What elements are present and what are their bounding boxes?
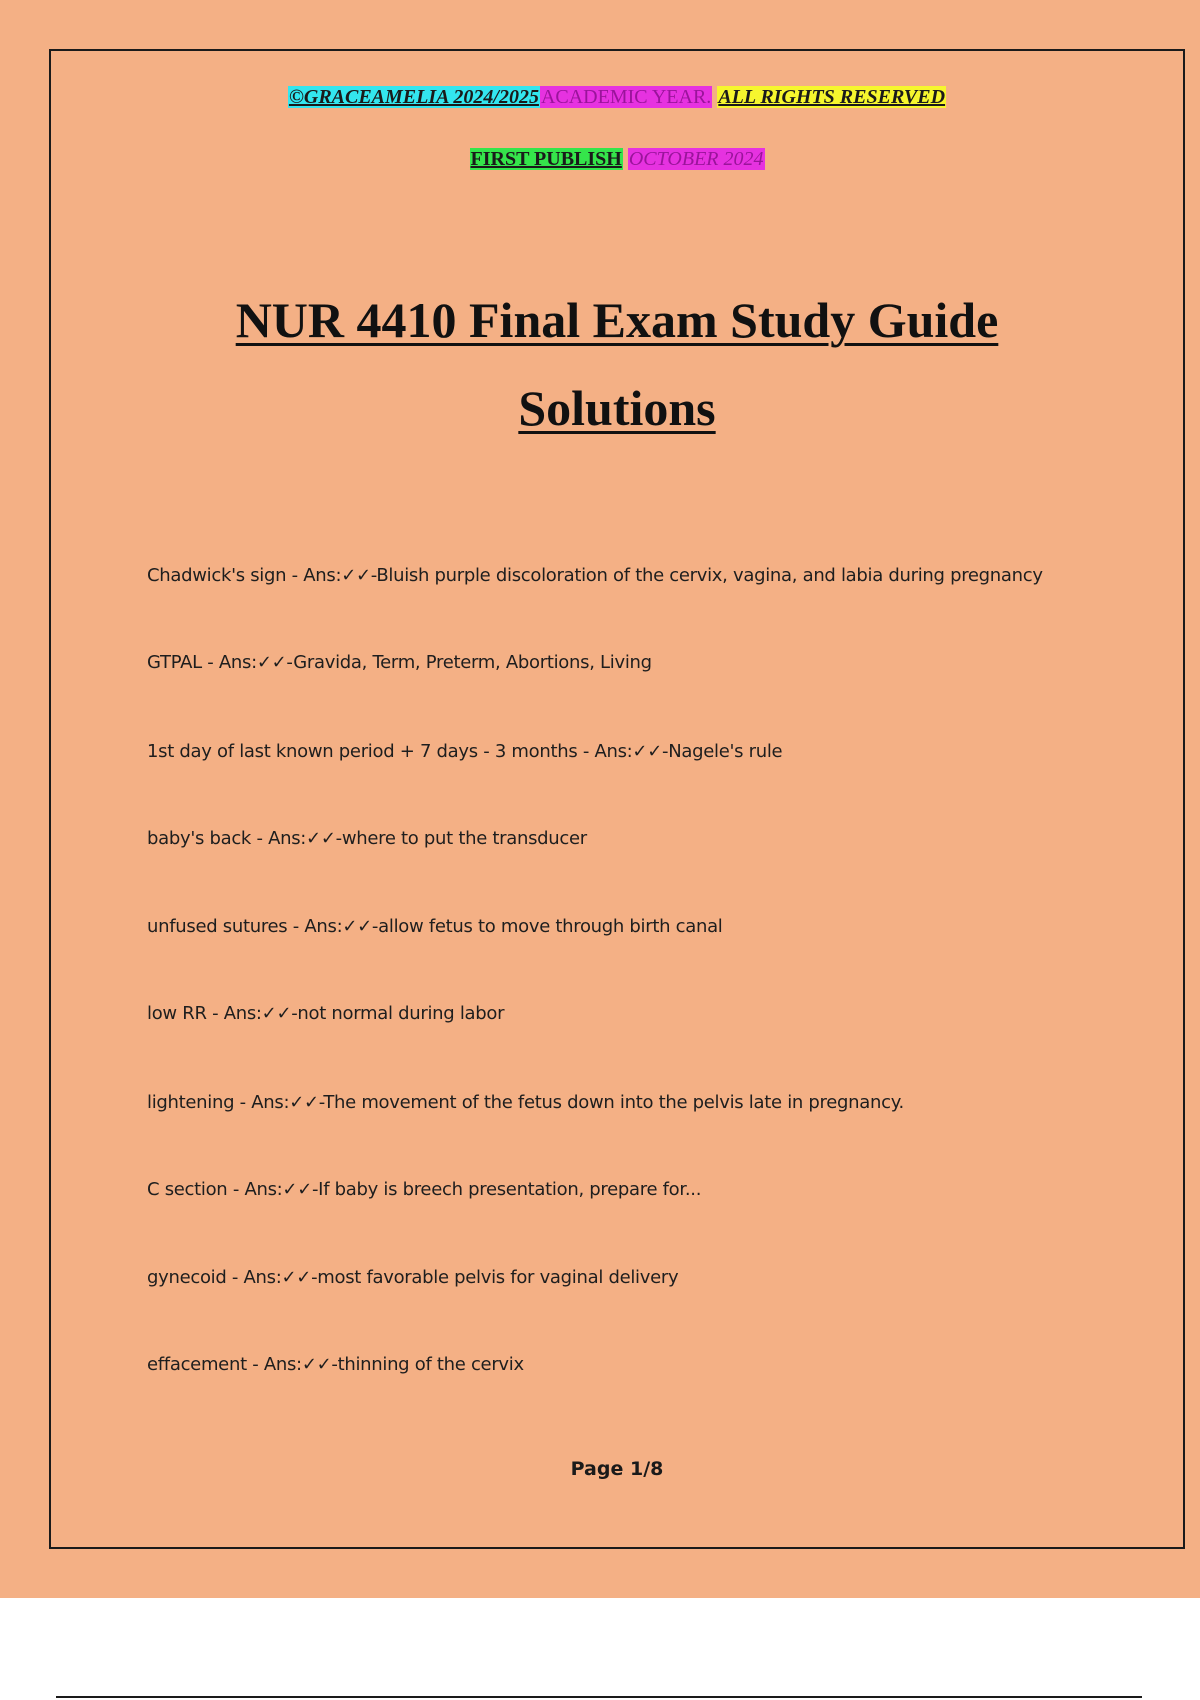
first-publish-highlight: FIRST PUBLISH xyxy=(470,148,622,170)
page-number: Page 1/8 xyxy=(570,1458,664,1480)
qa-item: baby's back - Ans:✓✓-where to put the transducer xyxy=(147,828,587,849)
qa-item: low RR - Ans:✓✓-not normal during labor xyxy=(147,1003,505,1024)
document-title-line-1: NUR 4410 Final Exam Study Guide xyxy=(235,292,999,348)
copyright-highlight: ©GRACEAMELIA 2024/2025 xyxy=(288,86,539,108)
page-border-frame xyxy=(49,49,1185,1549)
qa-item: Chadwick's sign - Ans:✓✓-Bluish purple discoloration of the cervix, vagina, and labia during pregnancy xyxy=(147,565,1043,586)
academic-year-highlight: ACADEMIC YEAR. xyxy=(540,86,712,108)
publish-date-highlight: OCTOBER 2024 xyxy=(628,148,764,170)
qa-item: lightening - Ans:✓✓-The movement of the fetus down into the pelvis late in pregnancy. xyxy=(147,1092,904,1113)
qa-item: 1st day of last known period + 7 days - 3 months - Ans:✓✓-Nagele's rule xyxy=(147,741,783,762)
qa-item: gynecoid - Ans:✓✓-most favorable pelvis for vaginal delivery xyxy=(147,1267,679,1288)
rights-reserved-highlight: ALL RIGHTS RESERVED xyxy=(718,86,946,108)
qa-item: effacement - Ans:✓✓-thinning of the cervix xyxy=(147,1354,524,1375)
qa-item: GTPAL - Ans:✓✓-Gravida, Term, Preterm, Abortions, Living xyxy=(147,652,652,673)
qa-item: unfused sutures - Ans:✓✓-allow fetus to move through birth canal xyxy=(147,916,723,937)
publish-banner xyxy=(51,148,1183,171)
document-title-line-2: Solutions xyxy=(518,380,716,436)
next-page-divider xyxy=(56,1696,1142,1698)
qa-item: C section - Ans:✓✓-If baby is breech presentation, prepare for... xyxy=(147,1179,702,1200)
copyright-banner xyxy=(51,86,1183,109)
